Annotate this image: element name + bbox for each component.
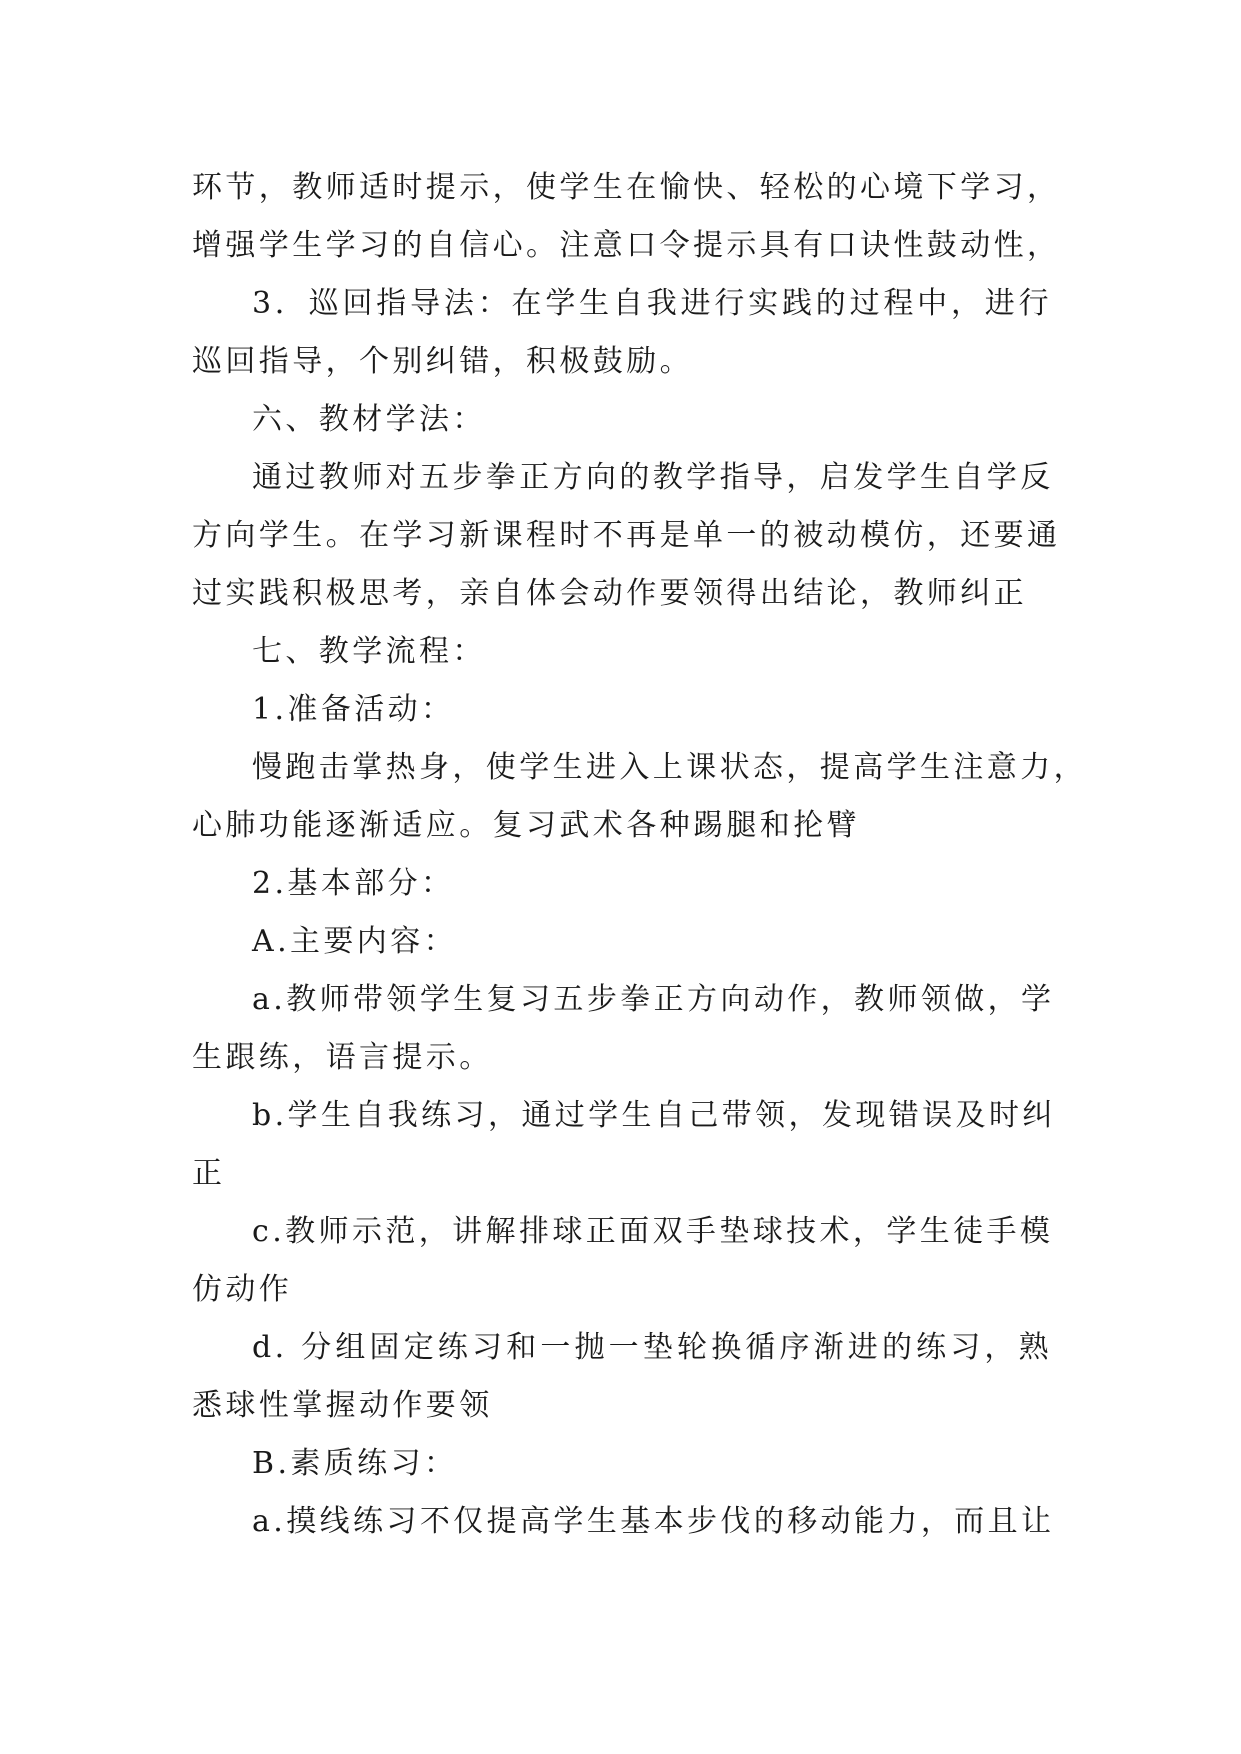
text-line: b.学生自我练习，通过学生自己带领，发现错误及时纠: [252, 1098, 1056, 1133]
text-line: 慢跑击掌热身，使学生进入上课状态，提高学生注意力，: [252, 750, 1087, 785]
section-heading: 七、教学流程：: [252, 634, 486, 669]
section-heading: 六、教材学法：: [252, 402, 486, 437]
text-line: 正: [192, 1156, 226, 1191]
subsection-heading: A.主要内容：: [252, 924, 458, 959]
text-line: 心肺功能逐渐适应。复习武术各种踢腿和抡臂: [192, 808, 860, 843]
text-line: 3．巡回指导法：在学生自我进行实践的过程中，进行: [252, 286, 1052, 321]
subsection-heading: 1.准备活动：: [252, 692, 455, 727]
text-line: 增强学生学习的自信心。注意口令提示具有口诀性鼓动性，: [192, 228, 1061, 263]
text-line: a.教师带领学生复习五步拳正方向动作，教师领做，学: [252, 982, 1055, 1017]
text-line: a.摸线练习不仅提高学生基本步伐的移动能力，而且让: [252, 1504, 1055, 1539]
subsection-heading: 2.基本部分：: [252, 866, 455, 901]
text-line: d. 分组固定练习和一抛一垫轮换循序渐进的练习，熟: [252, 1330, 1052, 1365]
text-line: 过实践积极思考，亲自体会动作要领得出结论，教师纠正: [192, 576, 1027, 611]
text-line: c.教师示范，讲解排球正面双手垫球技术，学生徒手模: [252, 1214, 1054, 1249]
text-line: 悉球性掌握动作要领: [192, 1388, 493, 1423]
text-line: 环节，教师适时提示，使学生在愉快、轻松的心境下学习，: [192, 170, 1061, 205]
subsection-heading: B.素质练习：: [252, 1446, 458, 1481]
text-line: 方向学生。在学习新课程时不再是单一的被动模仿，还要通: [192, 518, 1061, 553]
text-line: 仿动作: [192, 1272, 293, 1307]
text-line: 通过教师对五步拳正方向的教学指导，启发学生自学反: [252, 460, 1054, 495]
text-line: 巡回指导，个别纠错，积极鼓励。: [192, 344, 693, 379]
text-line: 生跟练，语言提示。: [192, 1040, 493, 1075]
